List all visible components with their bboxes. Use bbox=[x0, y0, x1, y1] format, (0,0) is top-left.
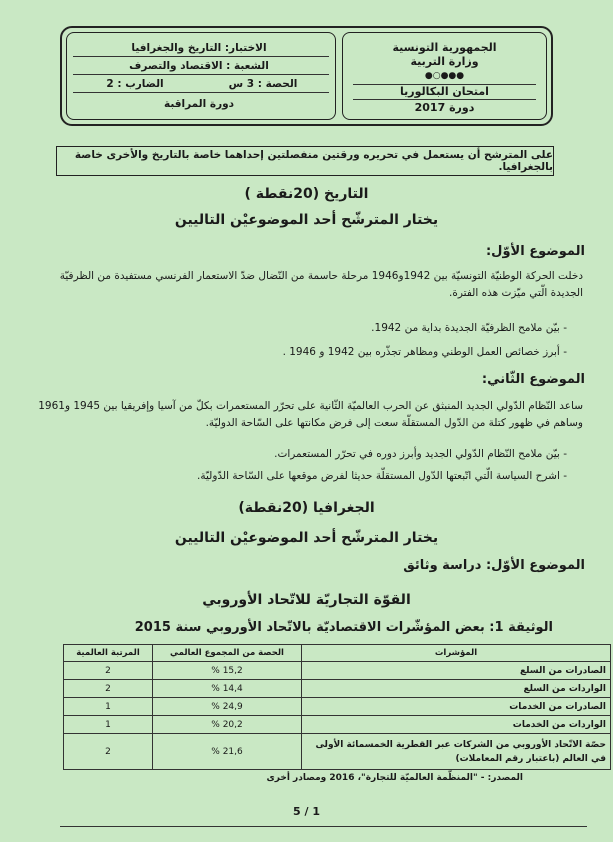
table-row bbox=[64, 716, 611, 734]
history-topic1-text: دخلت الحركة الوطنيّة التونسيّة بين 1942و1946 مرحلة حاسمة من النّضال ضدّ الاستعمار الفرنسي مستفيدة من الظرفيّة الجديدة الّتي ميّزت هذه الفترة. bbox=[59, 270, 583, 299]
indicator-cell: الواردات من الخدمات bbox=[302, 716, 611, 734]
indicator-cell: الصادرات من السلع bbox=[302, 662, 611, 680]
geography-topic1-title: الموضوع الأوّل: دراسة وثائق bbox=[403, 558, 585, 573]
header-subject-box bbox=[66, 32, 336, 120]
history-topic1-title: الموضوع الأوّل: bbox=[485, 244, 585, 259]
table-row bbox=[64, 734, 611, 770]
header-ministry-box bbox=[342, 32, 547, 120]
indicator-cell: الواردات من السلع bbox=[302, 680, 611, 698]
indicators-table bbox=[63, 644, 611, 770]
branch-line: الشعبة : الاقتصاد والتصرف bbox=[129, 59, 269, 72]
duration: الحصة : 3 س bbox=[228, 77, 298, 90]
share-cell: 24,9 % bbox=[153, 698, 302, 716]
indicator-cell: حصّة الاتّحاد الأوروبي من الشركات عبر القطرية الخمسمائة الأولى في العالم (باعتبار رقم المعاملات) bbox=[302, 734, 611, 770]
history-topic2-bullet-2: - اشرح السياسة الّتي اتّبعتها الدّول المستقلّة حديثا لفرض موقعها على السّاحة الدّوليّة. bbox=[197, 470, 567, 482]
branch-row bbox=[73, 57, 329, 75]
subject-row bbox=[73, 39, 329, 57]
history-topic1-bullet-1: - بيّن ملامح الظرفيّة الجديدة بداية من 1942. bbox=[371, 322, 567, 334]
share-cell: 15,2 % bbox=[153, 662, 302, 680]
rank-cell: 1 bbox=[64, 698, 153, 716]
rank-cell: 2 bbox=[64, 734, 153, 770]
share-cell: 21,6 % bbox=[153, 734, 302, 770]
geography-title: الجغرافيا (20نقطة) bbox=[238, 500, 375, 516]
geography-instruction: يختار المترشّح أحد الموضوعيْن التاليين bbox=[174, 530, 439, 546]
table-row bbox=[64, 698, 611, 716]
table-source: المصدر: - "المنظّمة العالميّة للتجارة"، 2016 ومصادر أخرى bbox=[266, 773, 523, 783]
col-rank: المرتبة العالمية bbox=[64, 645, 153, 662]
indicator-cell: الصادرات من الخدمات bbox=[302, 698, 611, 716]
bottom-divider bbox=[60, 826, 587, 827]
instructions-notice: على المترشح أن يستعمل في تحريره ورقتين منفصلتين إحداهما خاصة بالتاريخ والأخرى خاصة بالجغرافيا. bbox=[56, 146, 554, 176]
session-type-row bbox=[73, 95, 329, 112]
table-row bbox=[64, 662, 611, 680]
ministry-name: وزارة التربية bbox=[410, 55, 479, 68]
table-row bbox=[64, 680, 611, 698]
rank-cell: 1 bbox=[64, 716, 153, 734]
rank-cell: 2 bbox=[64, 662, 153, 680]
share-cell: 14,4 % bbox=[153, 680, 302, 698]
history-title: التاريخ (20نقطة ) bbox=[244, 186, 369, 202]
document1-title: الوثيقة 1: بعض المؤشّرات الاقتصاديّة بالاتّحاد الأوروبي سنة 2015 bbox=[134, 620, 553, 635]
history-topic2-title: الموضوع الثّاني: bbox=[481, 372, 585, 387]
col-indicators: المؤشرات bbox=[302, 645, 611, 662]
share-cell: 20,2 % bbox=[153, 716, 302, 734]
document-theme: القوّة التجاريّة للاتّحاد الأوروبي bbox=[202, 592, 411, 608]
duration-row bbox=[73, 75, 329, 93]
history-topic2-text: ساعد النّظام الدّولي الجديد المنبثق عن الحرب العالميّة الثّانية على تحرّر المستعمرات بكلّ من آسيا وإفريقيا بين 1945 و1961 وساهم في ظهور كتلة من الدّول المستقلّة سعت إلى فرض مكانتها على السّاحة الدوليّة. bbox=[38, 400, 583, 429]
page-number: 5 / 1 bbox=[293, 805, 320, 818]
rank-cell: 2 bbox=[64, 680, 153, 698]
session-type: دورة المراقبة bbox=[163, 97, 235, 110]
exam-name: امتحان البكالوريا bbox=[353, 84, 536, 100]
decorative-dots: ●●●○● bbox=[424, 71, 465, 81]
coefficient: الضارب : 2 bbox=[106, 77, 164, 90]
history-topic2-bullet-1: - بيّن ملامح النّظام الدّولي الجديد وأبرز دوره في تحرّر المستعمرات. bbox=[274, 448, 567, 460]
history-instruction: يختار المترشّح أحد الموضوعيْن التاليين bbox=[174, 212, 439, 228]
exam-session: دورة 2017 bbox=[414, 101, 475, 114]
subject-line: الاختبار: التاريخ والجغرافيا bbox=[131, 41, 267, 54]
country-name: الجمهورية التونسية bbox=[392, 41, 497, 54]
col-share: الحصة من المجموع العالمي bbox=[153, 645, 302, 662]
table-header-row bbox=[64, 645, 611, 662]
history-topic1-bullet-2: - أبرز خصائص العمل الوطني ومظاهر تجذّره بين 1942 و 1946 . bbox=[282, 346, 567, 358]
